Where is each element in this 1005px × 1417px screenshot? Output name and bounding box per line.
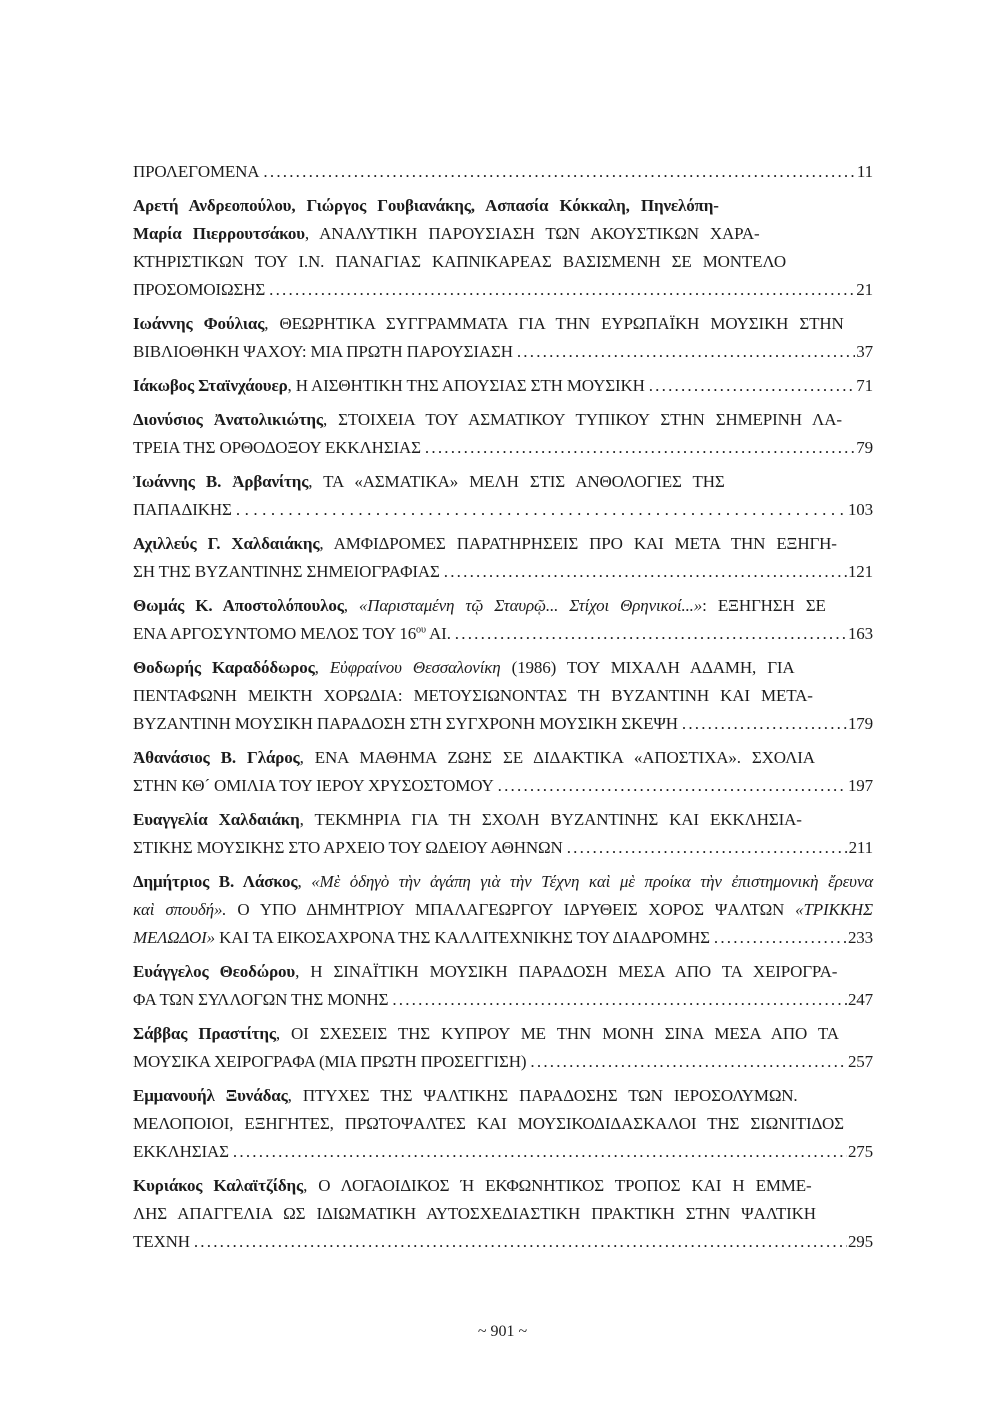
page-number: 257 bbox=[847, 1052, 873, 1071]
dot-leader bbox=[236, 496, 847, 524]
dot-leader bbox=[269, 276, 855, 304]
toc-line bbox=[133, 310, 873, 338]
toc-line-text bbox=[133, 620, 455, 648]
toc-line-text bbox=[133, 592, 826, 620]
toc-line-text bbox=[133, 1020, 839, 1048]
toc-line-text bbox=[133, 834, 567, 862]
title-text: ΠΡΟΛΕΓΟΜΕΝΑ bbox=[133, 162, 260, 181]
author-name: Ευαγγελία Χαλδαιάκη bbox=[133, 810, 300, 829]
author-name: Διονύσιος Ἀνατολικιώτης bbox=[133, 410, 323, 429]
toc-line-text bbox=[133, 1110, 844, 1138]
toc-line-last bbox=[133, 1048, 873, 1076]
page-number: 163 bbox=[847, 624, 873, 643]
page-number: 179 bbox=[847, 714, 873, 733]
author-name: Αχιλλεύς Γ. Χαλδαιάκης bbox=[133, 534, 320, 553]
page-number: 275 bbox=[847, 1142, 873, 1161]
toc-entry bbox=[133, 958, 873, 1014]
superscript-ordinal: ου bbox=[416, 624, 426, 636]
toc-line bbox=[133, 468, 873, 496]
title-text: ΚΑΙ ΤΑ ΕΙΚΟΣΑΧΡΟΝΑ ΤΗΣ ΚΑΛΛΙΤΕΧΝΙΚΗΣ ΤΟΥ ΔΙΑΔΡΟΜΗΣ bbox=[215, 928, 710, 947]
title-text: , ΤΕΚΜΗΡΙΑ ΓΙΑ ΤΗ ΣΧΟΛΗ ΒΥΖΑΝΤΙΝΗΣ ΚΑΙ ΕΚΚΛΗΣΙΑ- bbox=[299, 810, 802, 829]
author-name: Ιωάννης Φούλιας bbox=[133, 314, 265, 333]
author-name: Εμμανουήλ Ξυνάδας bbox=[133, 1086, 288, 1105]
toc-line bbox=[133, 682, 873, 710]
toc-line-last bbox=[133, 1138, 873, 1166]
toc-entry bbox=[133, 654, 873, 738]
toc-line-last bbox=[133, 496, 873, 524]
toc-line-last bbox=[133, 372, 873, 400]
toc-line bbox=[133, 1082, 873, 1110]
toc-line-last bbox=[133, 986, 873, 1014]
title-text: , ΕΝΑ ΜΑΘΗΜΑ ΖΩΗΣ ΣΕ ΔΙΔΑΚΤΙΚΑ «ΑΠΟΣΤΙΧΑ». ΣΧΟΛΙΑ bbox=[299, 748, 815, 767]
toc-line bbox=[133, 654, 873, 682]
toc-entry bbox=[133, 592, 873, 648]
page-number: 295 bbox=[847, 1232, 873, 1251]
dot-leader bbox=[233, 1138, 847, 1166]
toc-line bbox=[133, 1200, 873, 1228]
title-text: ΕΚΚΛΗΣΙΑΣ bbox=[133, 1142, 229, 1161]
toc-line-text bbox=[133, 530, 837, 558]
toc-line-last bbox=[133, 1228, 873, 1256]
toc-entry bbox=[133, 806, 873, 862]
toc-line-last bbox=[133, 834, 873, 862]
page-number: 211 bbox=[848, 838, 873, 857]
page-number: 233 bbox=[847, 928, 873, 947]
toc-line-last bbox=[133, 620, 873, 648]
toc-line-text bbox=[133, 958, 837, 986]
toc-line-text bbox=[133, 1200, 816, 1228]
title-text: ΚΤΗΡΙΣΤΙΚΩΝ ΤΟΥ Ι.Ν. ΠΑΝΑΓΙΑΣ ΚΑΠΝΙΚΑΡΕΑΣ ΒΑΣΙΣΜΕΝΗ ΣΕ ΜΟΝΤΕΛΟ bbox=[133, 252, 787, 271]
footer-page-number: ~ 901 ~ bbox=[477, 1323, 528, 1340]
quoted-title: «Παρισταμένη τῷ Σταυρῷ... Στίχοι Θρηνικοί...» bbox=[358, 596, 703, 615]
title-text: , Ο ΛΟΓΑΟΙΔΙΚΟΣ Ή ΕΚΦΩΝΗΤΙΚΟΣ ΤΡΟΠΟΣ ΚΑΙ Η ΕΜΜΕ- bbox=[303, 1176, 812, 1195]
toc-line-last bbox=[133, 276, 873, 304]
title-text: , bbox=[314, 658, 330, 677]
toc-line-text bbox=[133, 496, 236, 524]
page-number: 37 bbox=[856, 342, 873, 361]
dot-leader bbox=[455, 620, 847, 648]
title-text: (1986) ΤΟΥ ΜΙΧΑΛΗ ΑΔΑΜΗ, ΓΙΑ bbox=[500, 658, 795, 677]
toc-line-text bbox=[133, 682, 813, 710]
toc-entry bbox=[133, 192, 873, 304]
toc-line-text bbox=[133, 654, 795, 682]
toc-entry bbox=[133, 1082, 873, 1166]
toc-line-last bbox=[133, 772, 873, 800]
toc-line-text bbox=[133, 248, 786, 276]
dot-leader bbox=[649, 372, 856, 400]
author-name: Σάββας Πραστίτης bbox=[133, 1024, 276, 1043]
title-text: ΣΤΗΝ ΚΘ´ ΟΜΙΛΙΑ ΤΟΥ ΙΕΡΟΥ ΧΡΥΣΟΣΤΟΜΟΥ bbox=[133, 776, 494, 795]
page-number: 79 bbox=[856, 438, 873, 457]
author-name: Δημήτριος Β. Λάσκος bbox=[133, 872, 298, 891]
toc-line-text bbox=[133, 1172, 812, 1200]
dot-leader bbox=[567, 834, 848, 862]
title-text: ΕΝΑ ΑΡΓΟΣΥΝΤΟΜΟ ΜΕΛΟΣ ΤΟΥ 16 bbox=[133, 624, 417, 643]
page-number: 11 bbox=[856, 162, 873, 181]
toc-line-text bbox=[133, 868, 873, 896]
toc-line-text bbox=[133, 192, 719, 220]
page-number: 121 bbox=[847, 562, 873, 581]
author-name: Μαρία Πιερρουτσάκου bbox=[133, 224, 305, 243]
title-text: ΜΕΛΟΠΟΙΟΙ, ΕΞΗΓΗΤΕΣ, ΠΡΩΤΟΨΑΛΤΕΣ ΚΑΙ ΜΟΥΣΙΚΟΔΙΔΑΣΚΑΛΟΙ ΤΗΣ ΣΙΩΝΙΤΙΔΟΣ bbox=[133, 1114, 844, 1133]
toc-line-last bbox=[133, 710, 873, 738]
dot-leader bbox=[530, 1048, 847, 1076]
toc-line bbox=[133, 868, 873, 896]
title-text: ΣΗ ΤΗΣ ΒΥΖΑΝΤΙΝΗΣ ΣΗΜΕΙΟΓΡΑΦΙΑΣ bbox=[133, 562, 440, 581]
toc-line-text bbox=[133, 338, 517, 366]
toc-line bbox=[133, 220, 873, 248]
toc-entry bbox=[133, 1172, 873, 1256]
page-footer bbox=[0, 1318, 1005, 1346]
toc-entry bbox=[133, 868, 873, 952]
author-name: Ἰωάννης Β. Ἀρβανίτης bbox=[133, 472, 309, 491]
title-text: , ΘΕΩΡΗΤΙΚΑ ΣΥΓΓΡΑΜΜΑΤΑ ΓΙΑ ΤΗΝ ΕΥΡΩΠΑΪΚΗ ΜΟΥΣΙΚΗ ΣΤΗΝ bbox=[264, 314, 844, 333]
quoted-title: Εὐφραίνου Θεσσαλονίκη bbox=[329, 658, 501, 677]
toc-line-text bbox=[133, 1048, 530, 1076]
toc-entry bbox=[133, 1020, 873, 1076]
title-text: Ο ΥΠΟ ΔΗΜΗΤΡΙΟΥ ΜΠΑΛΑΓΕΩΡΓΟΥ ΙΔΡΥΘΕΙΣ ΧΟΡΟΣ ΨΑΛΤΩΝ bbox=[226, 900, 796, 919]
toc-line-last bbox=[133, 338, 873, 366]
page-number: 103 bbox=[847, 500, 873, 519]
toc-line-text bbox=[133, 1138, 233, 1166]
toc-entry bbox=[133, 372, 873, 400]
title-text: ΤΡΕΙΑ ΤΗΣ ΟΡΘΟΔΟΞΟΥ ΕΚΚΛΗΣΙΑΣ bbox=[133, 438, 421, 457]
title-text: , ΑΜΦΙΔΡΟΜΕΣ ΠΑΡΑΤΗΡΗΣΕΙΣ ΠΡΟ ΚΑΙ ΜΕΤΑ ΤΗΝ ΕΞΗΓΗ- bbox=[319, 534, 837, 553]
toc-line-text bbox=[133, 276, 269, 304]
title-text: : ΕΞΗΓΗΣΗ ΣΕ bbox=[702, 596, 826, 615]
title-text: ΠΕΝΤΑΦΩΝΗ ΜΕΙΚΤΗ ΧΟΡΩΔΙΑ: ΜΕΤΟΥΣΙΩΝΟΝΤΑΣ ΤΗ ΒΥΖΑΝΤΙΝΗ ΚΑΙ ΜΕΤΑ- bbox=[133, 686, 813, 705]
toc-line-last bbox=[133, 558, 873, 586]
toc-line-text bbox=[133, 434, 425, 462]
title-text: , ΣΤΟΙΧΕΙΑ ΤΟΥ ΑΣΜΑΤΙΚΟΥ ΤΥΠΙΚΟΥ ΣΤΗΝ ΣΗΜΕΡΙΝΗ ΛΑ- bbox=[322, 410, 842, 429]
author-name: Ευάγγελος Θεοδώρου bbox=[133, 962, 296, 981]
dot-leader bbox=[425, 434, 855, 462]
toc-entry bbox=[133, 468, 873, 524]
dot-leader bbox=[714, 924, 847, 952]
quoted-title: «ΤΡΙΚΚΗΣ bbox=[795, 900, 873, 919]
page-number: 247 bbox=[847, 990, 873, 1009]
title-text: ΑΙ. bbox=[425, 624, 451, 643]
toc-line bbox=[133, 744, 873, 772]
toc-line bbox=[133, 1110, 873, 1138]
toc-line bbox=[133, 958, 873, 986]
page-number: 21 bbox=[856, 280, 873, 299]
dot-leader bbox=[498, 772, 847, 800]
author-name: Θωμάς Κ. Αποστολόπουλος bbox=[133, 596, 344, 615]
toc-entry bbox=[133, 744, 873, 800]
toc-line-text bbox=[133, 558, 444, 586]
title-text: , ΠΤΥΧΕΣ ΤΗΣ ΨΑΛΤΙΚΗΣ ΠΑΡΑΔΟΣΗΣ ΤΩΝ ΙΕΡΟΣΟΛΥΜΩΝ. bbox=[287, 1086, 798, 1105]
toc-line-text bbox=[133, 372, 649, 400]
toc-line-text bbox=[133, 310, 844, 338]
toc-line bbox=[133, 1020, 873, 1048]
toc-line bbox=[133, 806, 873, 834]
title-text: , ΤΑ «ΑΣΜΑΤΙΚΑ» ΜΕΛΗ ΣΤΙΣ ΑΝΘΟΛΟΓΙΕΣ ΤΗΣ bbox=[308, 472, 725, 491]
toc-line bbox=[133, 896, 873, 924]
dot-leader bbox=[682, 710, 847, 738]
page-number: 71 bbox=[856, 376, 873, 395]
toc-line bbox=[133, 1172, 873, 1200]
toc-line-text bbox=[133, 744, 815, 772]
title-text: ΣΤΙΚΗΣ ΜΟΥΣΙΚΗΣ ΣΤΟ ΑΡΧΕΙΟ ΤΟΥ ΩΔΕΙΟΥ ΑΘΗΝΩΝ bbox=[133, 838, 563, 857]
author-name: Ἀθανάσιος Β. Γλάρος bbox=[133, 748, 300, 767]
title-text: ΠΡΟΣΟΜΟΙΩΣΗΣ bbox=[133, 280, 266, 299]
toc-line-text bbox=[133, 468, 725, 496]
dot-leader bbox=[263, 158, 856, 186]
toc-line-text bbox=[133, 986, 392, 1014]
dot-leader bbox=[194, 1228, 847, 1256]
author-name: Ιάκωβος Σταϊνχάουερ bbox=[133, 376, 288, 395]
toc-line-text bbox=[133, 1228, 194, 1256]
toc-line-text bbox=[133, 806, 802, 834]
toc-list bbox=[133, 158, 873, 1256]
toc-line-text bbox=[133, 924, 714, 952]
toc-line-text bbox=[133, 158, 263, 186]
author-name: Θοδωρής Καραδόδωρος bbox=[133, 658, 315, 677]
toc-line bbox=[133, 248, 873, 276]
dot-leader bbox=[444, 558, 847, 586]
toc-line-last bbox=[133, 158, 873, 186]
toc-line-text bbox=[133, 1082, 798, 1110]
quoted-title: «Μὲ ὁδηγὸ τὴν ἀγάπη γιὰ τὴν Τέχνη καὶ μὲ προίκα τὴν ἐπιστημονικὴ ἔρευνα bbox=[311, 872, 873, 891]
toc-entry bbox=[133, 530, 873, 586]
toc-entry bbox=[133, 406, 873, 462]
quoted-title: καὶ σπουδή». bbox=[133, 900, 227, 919]
toc-line-text bbox=[133, 220, 760, 248]
title-text: ΛΗΣ ΑΠΑΓΓΕΛΙΑ ΩΣ ΙΔΙΩΜΑΤΙΚΗ ΑΥΤΟΣΧΕΔΙΑΣΤΙΚΗ ΠΡΑΚΤΙΚΗ ΣΤΗΝ ΨΑΛΤΙΚΗ bbox=[133, 1204, 816, 1223]
title-text: ΦΑ ΤΩΝ ΣΥΛΛΟΓΩΝ ΤΗΣ ΜΟΝΗΣ bbox=[133, 990, 389, 1009]
title-text: ΤΕΧΝΗ bbox=[133, 1232, 190, 1251]
toc-line bbox=[133, 192, 873, 220]
author-name: Κυριάκος Καλαϊτζίδης bbox=[133, 1176, 304, 1195]
dot-leader bbox=[517, 338, 855, 366]
dot-leader bbox=[392, 986, 847, 1014]
toc-line bbox=[133, 530, 873, 558]
toc-line-text bbox=[133, 772, 498, 800]
title-text: ΒΙΒΛΙΟΘΗΚΗ ΨΑΧΟΥ: ΜΙΑ ΠΡΩΤΗ ΠΑΡΟΥΣΙΑΣΗ bbox=[133, 342, 513, 361]
title-text: , bbox=[297, 872, 312, 891]
title-text: , ΑΝΑΛΥΤΙΚΗ ΠΑΡΟΥΣΙΑΣΗ ΤΩΝ ΑΚΟΥΣΤΙΚΩΝ ΧΑΡΑ- bbox=[304, 224, 760, 243]
toc-entry bbox=[133, 158, 873, 186]
author-name: Αρετή Ανδρεοπούλου, Γιώργος Γουβιανάκης, Ασπασία Κόκκαλη, Πηνελόπη- bbox=[133, 196, 719, 215]
toc-entry bbox=[133, 310, 873, 366]
title-text: , Η ΑΙΣΘΗΤΙΚΗ ΤΗΣ ΑΠΟΥΣΙΑΣ ΣΤΗ ΜΟΥΣΙΚΗ bbox=[287, 376, 645, 395]
toc-line-text bbox=[133, 406, 842, 434]
title-text: ΜΟΥΣΙΚΑ ΧΕΙΡΟΓΡΑΦΑ (ΜΙΑ ΠΡΩΤΗ ΠΡΟΣΕΓΓΙΣΗ) bbox=[133, 1052, 527, 1071]
title-text: ΒΥΖΑΝΤΙΝΗ ΜΟΥΣΙΚΗ ΠΑΡΑΔΟΣΗ ΣΤΗ ΣΥΓΧΡΟΝΗ ΜΟΥΣΙΚΗ ΣΚΕΨΗ bbox=[133, 714, 678, 733]
title-text: ΠΑΠΑΔΙΚΗΣ bbox=[133, 500, 232, 519]
quoted-title: ΜΕΛΩΔΟΙ» bbox=[133, 928, 215, 947]
title-text: , ΟΙ ΣΧΕΣΕΙΣ ΤΗΣ ΚΥΠΡΟΥ ΜΕ ΤΗΝ ΜΟΝΗ ΣΙΝΑ ΜΕΣΑ ΑΠΟ ΤΑ bbox=[275, 1024, 839, 1043]
page-number: 197 bbox=[847, 776, 873, 795]
toc-line-text bbox=[133, 710, 682, 738]
title-text: , Η ΣΙΝΑΪΤΙΚΗ ΜΟΥΣΙΚΗ ΠΑΡΑΔΟΣΗ ΜΕΣΑ ΑΠΟ ΤΑ ΧΕΙΡΟΓΡΑ- bbox=[295, 962, 838, 981]
toc-line-last bbox=[133, 924, 873, 952]
title-text: , bbox=[343, 596, 359, 615]
toc-line-last bbox=[133, 434, 873, 462]
toc-line-text bbox=[133, 896, 873, 924]
toc-line bbox=[133, 592, 873, 620]
toc-line bbox=[133, 406, 873, 434]
